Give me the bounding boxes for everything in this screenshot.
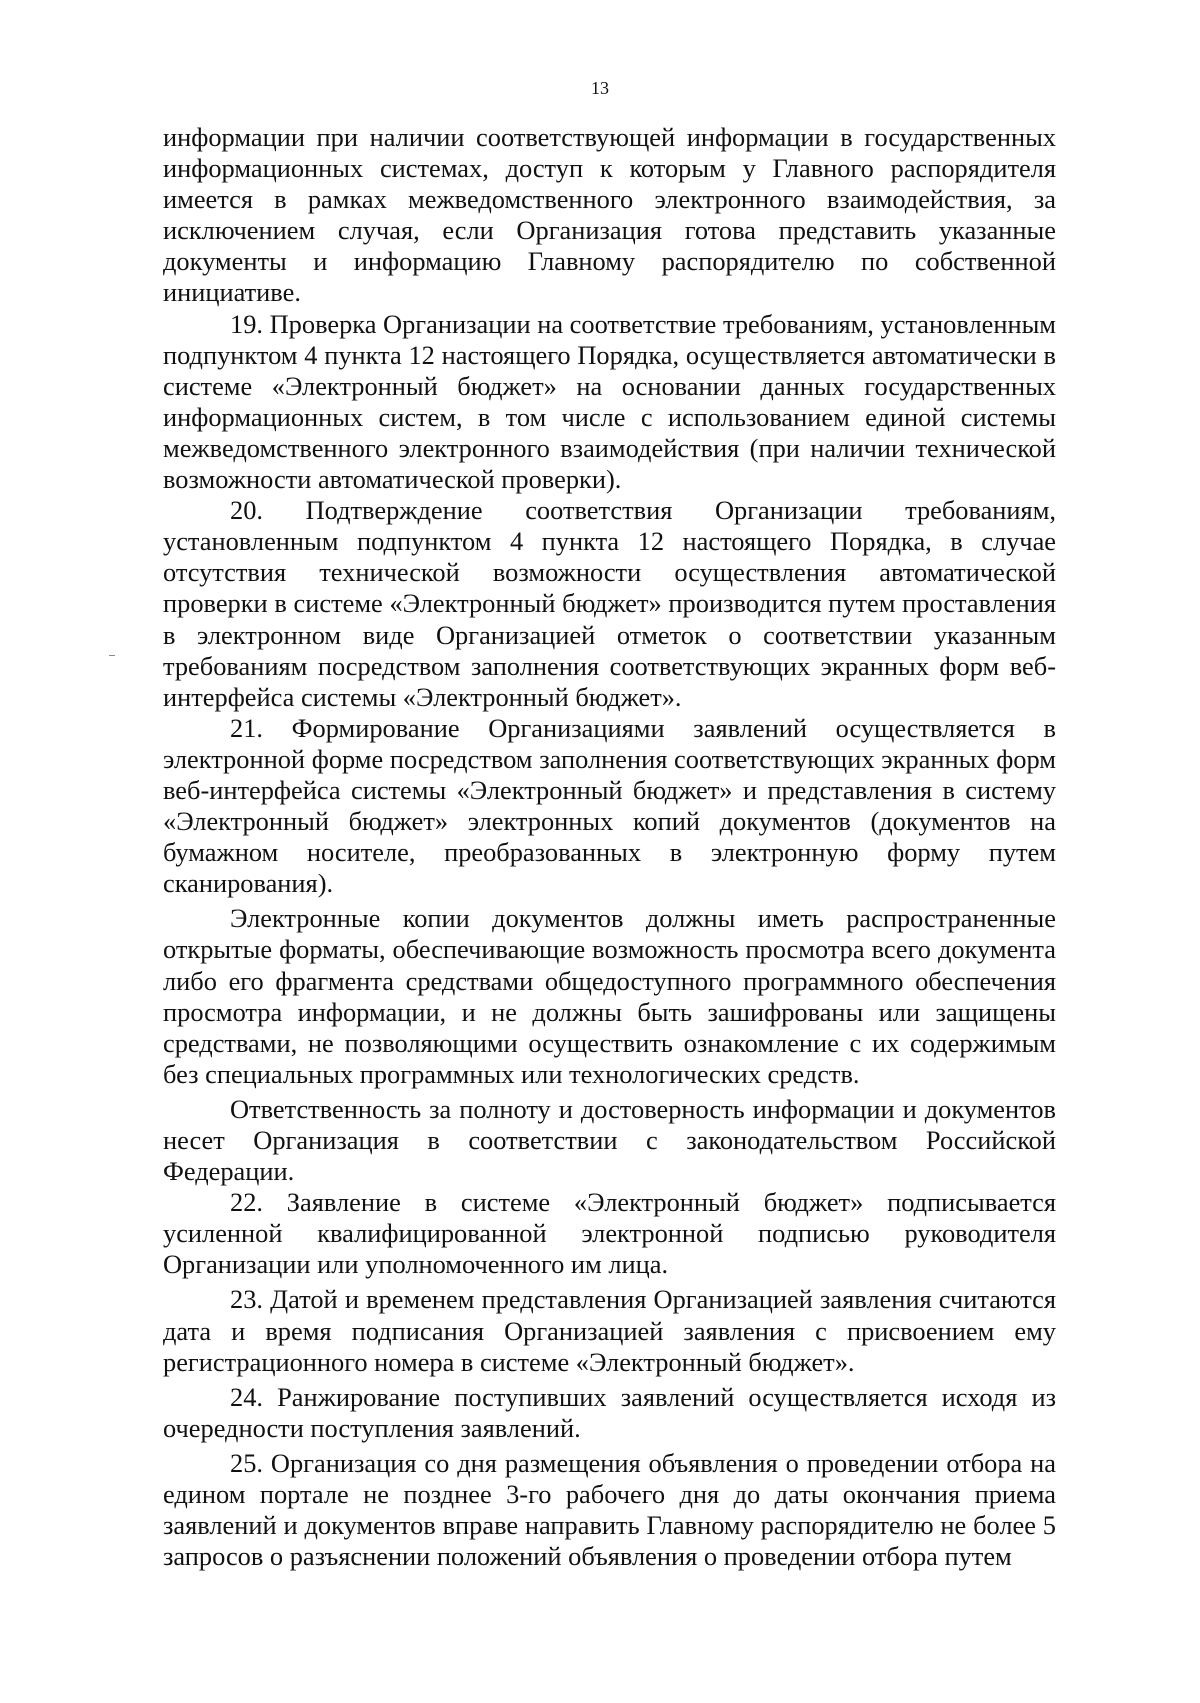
paragraph-electronic-copies: Электронные копии документов должны иметь распространенные открытые форматы, обеспечивающие возможность просмотра всего документа либо его фрагмента средствами общедоступного программного обеспечения просмотра информации, и не должны быть зашифрованы или защищены средствами, не позволяющими осуществить ознакомление с их содержимым без специальных программных или технологических средств. [163,903,1056,1089]
paragraph-responsibility: Ответственность за полноту и достоверность информации и документов несет Организация в соответствии с законодательством Российской Федерации. [163,1093,1056,1187]
paragraph-25: 25. Организация со дня размещения объявления о проведении отбора на едином портале не позднее 3-го рабочего дня до даты окончания приема заявлений и документов вправе направить Главному распорядителю не более 5 запросов о разъяснении положений объявления о проведении отбора путем [163,1447,1056,1572]
margin-mark [109,655,115,656]
paragraph-23: 23. Датой и временем представления Организацией заявления считаются дата и время подписания Организацией заявления с присвоением ему регистрационного номера в системе «Электронный бюджет». [163,1284,1056,1377]
paragraph-continuation: информации при наличии соответствующей информации в государственных информационных системах, доступ к которым у Главного распорядителя имеется в рамках межведомственного электронного взаимодействия, за исключением случая, если Организация готова представить указанные документы и информацию Главному распорядителю по собственной инициативе. [163,122,1056,308]
paragraph-21: 21. Формирование Организациями заявлений осуществляется в электронной форме посредством заполнения соответствующих экранных форм веб-интерфейса системы «Электронный бюджет» и представления в систему «Электронный бюджет» электронных копий документов (документов на бумажном носителе, преобразованных в электронную форму путем сканирования). [163,712,1056,899]
paragraph-19: 19. Проверка Организации на соответствие требованиям, установленным подпунктом 4 пункта 12 настоящего Порядка, осуществляется автоматически в системе «Электронный бюджет» на основании данных государственных информационных систем, в том числе с использованием единой системы межведомственного электронного взаимодействия (при наличии технической возможности автоматической проверки). [163,308,1056,495]
document-body [163,122,1056,1572]
page-number: 13 [591,78,609,98]
paragraph-22: 22. Заявление в системе «Электронный бюджет» подписывается усиленной квалифицированной электронной подписью руководителя Организации или уполномоченного им лица. [163,1187,1056,1280]
paragraph-24: 24. Ранжирование поступивших заявлений осуществляется исходя из очередности поступления заявлений. [163,1381,1056,1443]
paragraph-20: 20. Подтверждение соответствия Организации требованиям, установленным подпунктом 4 пункта 12 настоящего Порядка, в случае отсутствия технической возможности осуществления автоматической проверки в системе «Электронный бюджет» производится путем проставления в электронном виде Организацией отметок о соответствии указанным требованиям посредством заполнения соответствующих экранных форм веб-интерфейса системы «Электронный бюджет». [163,495,1056,712]
